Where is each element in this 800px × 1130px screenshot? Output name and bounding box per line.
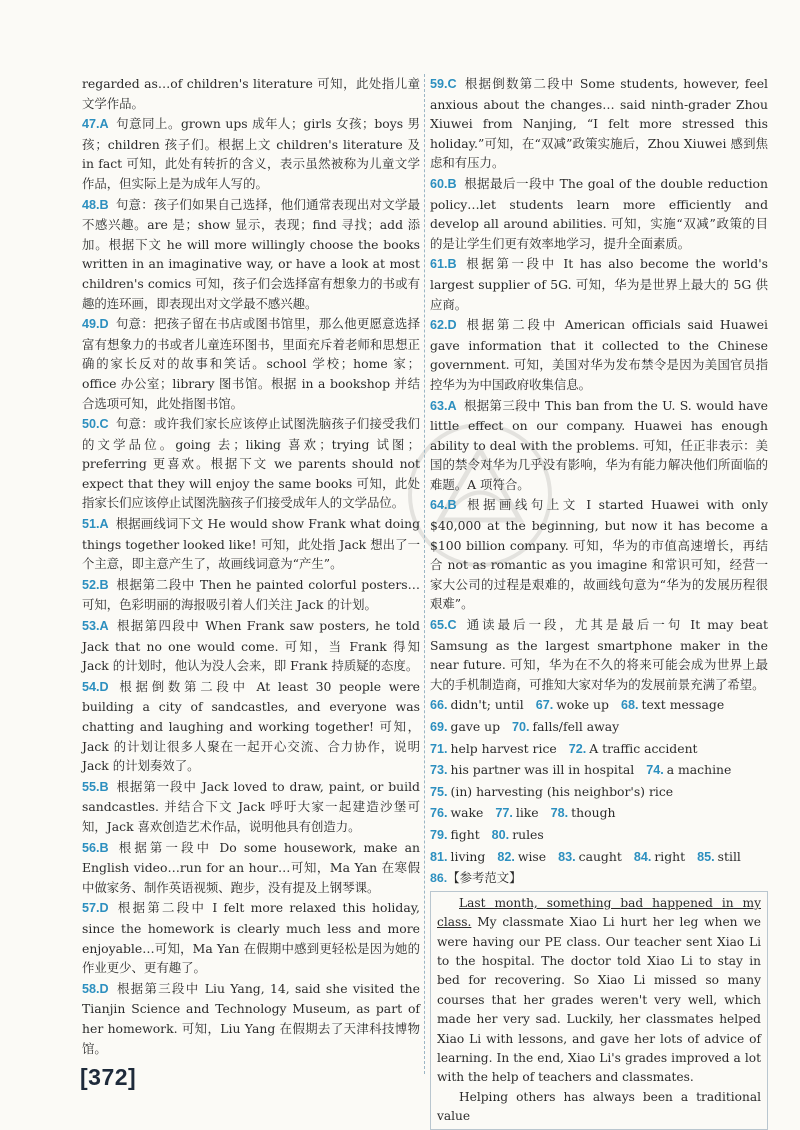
short-answer-number: 68. [620,698,639,713]
short-answer-text: help harvest rice [450,740,557,756]
column-divider [424,74,425,1074]
short-answer-number: 72. [568,741,587,756]
answer-number: 51.A [82,517,109,532]
short-answer-text: though [571,805,616,821]
short-answer-row [430,782,768,803]
essay-paragraph-2: Helping others has always been a traditional value [437,1089,761,1124]
answer-explanation: 根据第一段中 Jack loved to draw, paint, or build sandcastles. 并结合下文 Jack 呼吁大家一起建造沙堡可知，Jack 喜欢创造艺术作品，说明他具有创造力。 [82,778,420,834]
answer-entry [430,495,768,614]
answer-number: 62.D [430,318,457,333]
answer-entry [430,74,768,173]
answer-entry [82,677,420,776]
essay-paragraph-1-rest: My classmate Xiao Li hurt her leg when we were having our PE class. Our teacher sent Xiao Li to the hospital. The doctor told Xiao Li to stay in bed for recovering. So Xiao Li missed so many courses that her grades weren't very well, which made her very sad. Luckily, her classmates helped Xiao Li with lessons, and gave her lots of advice of learning. In the end, Xiao Li's grades improved a lot with the help of teachers and classmates. [437,915,761,1085]
answer-number: 60.B [430,176,457,191]
short-answer-row [430,717,768,738]
answer-entry [82,114,420,193]
short-answer-number: 75. [430,784,448,799]
short-answer-number: 85. [697,849,715,864]
short-answer-text: wise [517,848,547,864]
short-answer-text: woke up [556,697,609,713]
short-answer-text: gave up [450,719,501,734]
answer-entry [82,616,420,676]
answer-entry [82,777,420,837]
short-answer-row [430,739,768,760]
short-answer-number: 73. [430,763,448,778]
answer-explanation: 根据最后一段中 The goal of the double reduction policy…let students learn more efficiently and develop all around abilities. 可知，实施“双减”政策的目的是让学生们更有效率地学习，提升全面素质。 [430,175,768,251]
answer-explanation: 根据倒数第二段中 At least 30 people were building a city of sandcastles, and everyone was chatting and laughing and working together! 可知，Jack 的计划让很多人聚在一起开心交流、合力协作，说明 Jack 的计划奏效了。 [82,678,420,774]
answer-number: 56.B [82,840,109,855]
short-answer-number: 82. [497,849,515,864]
answer-entry [82,575,420,615]
short-answer-number: 83. [558,849,576,864]
essay-heading [430,868,768,889]
answer-entry [430,174,768,253]
answer-entry [82,838,420,898]
short-answer-row [430,847,768,868]
short-answer-number: 78. [550,806,569,821]
answer-number: 53.A [82,619,109,634]
short-answer-number: 71. [430,741,448,756]
answer-number: 63.A [430,398,457,413]
answer-number: 48.B [82,197,109,212]
left-column [82,74,420,1059]
short-answer-text: a machine [666,762,732,778]
answer-number: 55.B [82,779,109,794]
short-answer-text: wake [450,805,484,821]
answer-entry [82,195,420,314]
essay-first-sentence: Last month, something bad happened in my class. [437,895,761,930]
short-answer-number: 67. [535,698,554,713]
answer-explanation: 根据画线句上文 I started Huawei with only $40,000 at the beginning, but now it has become a $100 billion company. 可知，华为的市值高速增长，再结合 not as romantic as you imagine 和常识可知，经营一家大公司的过程是艰难的，故画线句意为“华为的发展历程很艰难”。 [430,497,768,612]
answer-explanation: 句意：或许我们家长应该停止试图洗脑孩子们接受我们的文学品位。going 去；liking 喜欢；trying 试图；preferring 更喜欢。根据下文 we parents should not expect that they will enjoy the same books 可知，此处指家长们应该停止试图洗脑孩子们接受成年人的文学品位。 [82,416,420,511]
answer-explanation: 根据第三段中 Liu Yang, 14, said she visited the Tianjin Science and Technology Museum, as part of her homework. 可知，Liu Yang 在假期去了天津科技博物馆。 [82,980,420,1056]
answer-entry [82,74,420,113]
answer-entry [82,414,420,513]
answer-entry [82,979,420,1058]
answer-number: 58.D [82,981,109,996]
answer-number: 59.C [430,77,457,91]
page-number: [372] [80,1064,137,1090]
essay-paragraph-1 [437,894,761,1088]
short-answer-text: right [654,848,686,864]
short-answer-text: A traffic accident [589,740,698,756]
short-answer-text: his partner was ill in hospital [450,762,635,778]
right-entries [430,74,768,694]
short-answer-number: 79. [430,827,448,842]
short-answer-text: text message [641,697,725,713]
answer-number: 61.B [430,257,457,272]
answer-explanation: 根据第一段中 It has also become the world's largest supplier of 5G. 可知，华为是世界上最大的 5G 供应商。 [430,256,768,312]
right-column [430,74,768,1130]
short-answer-number: 81. [430,849,448,864]
answer-number: 57.D [82,901,109,916]
short-answer-text: didn't; until [450,697,524,713]
short-answer-number: 70. [512,720,530,734]
essay-box [430,891,768,1130]
answer-number: 52.B [82,577,109,592]
essay-heading-label: 【参考范文】 [447,870,522,886]
answer-explanation: 根据第一段中 Do some housework, make an English video…run for an hour…可知，Ma Yan 在寒假中做家务、制作英语视频、跑步，没有提及上钢琴课。 [82,839,420,895]
answer-number: 54.D [82,679,109,694]
answer-explanation: 句意同上。grown ups 成年人；girls 女孩；boys 男孩；children 孩子们。根据上文 children's literature 及 in fact 可知，此处有转折的含义，表示虽然被称为儿童文学作品，但实际上是为成年人写的。 [82,116,420,191]
essay-number: 86. [430,871,448,886]
answer-explanation: 句意：把孩子留在书店或图书馆里，那么他更愿意选择富有想象力的书或者儿童连环图书，里面充斥着老师和思想正确的家长反对的故事和笑话。school 学校；home 家；office 办公室；library 图书馆。根据 in a bookshop 并结合选项可知，此处指图书馆。 [82,316,420,411]
short-answer-number: 80. [491,827,510,842]
answer-explanation: 根据第二段中 Then he painted colorful posters…可知，色彩明丽的海报吸引着人们关注 Jack 的计划。 [82,576,420,613]
answer-explanation: regarded as…of children's literature 可知，此处指儿童文学作品。 [82,76,420,111]
short-answer-number: 76. [430,806,448,821]
answer-explanation: 通读最后一段，尤其是最后一句 It may beat Samsung as the largest smartphone maker in the near future. 可知，华为在不久的将来可能会成为世界上最大的手机制造商，可推知大家对华为的发展前景充满了希望。 [430,617,768,692]
answer-number: 50.C [82,417,109,432]
short-answer-text: living [450,848,486,864]
answer-explanation: 句意：孩子们如果自己选择，他们通常表现出对文学最不感兴趣。are 是；show 显示，表现；find 寻找；add 添加。根据下文 he will more willingly choose the books written in an imaginative way, or have a look at most children's comics 可知，孩子们会选择富有想象力的书或有趣的连环画，即表现出对文学最不感兴趣。 [82,196,420,311]
answer-explanation: 根据第二段中 American officials said Huawei gave information that it collected to the Chinese government. 可知，美国对华为发布禁令是因为美国官员指控华为为中国政府收集信息。 [430,317,768,392]
short-answer-text: fight [450,826,480,842]
short-answer-text: caught [578,848,622,864]
answer-number: 47.A [82,117,109,132]
answer-explanation: 根据倒数第二段中 Some students, however, feel anxious about the changes… said ninth-grader Zhou Xiuwei from Nanjing, “I felt more stressed this holiday.”可知，在“双减”政策实施后，Zhou Xiuwei 感到焦虑和有压力。 [430,76,768,171]
answer-entry [430,396,768,495]
short-answer-row [430,803,768,824]
short-answer-number: 74. [646,763,664,778]
answer-number: 49.D [82,317,109,332]
answer-number: 65.C [430,618,457,633]
short-answer-number: 66. [430,698,448,713]
short-answer-text: still [717,848,741,864]
short-answers [430,695,768,867]
short-answer-number: 84. [633,849,652,864]
answer-explanation: 根据画线词下文 He would show Frank what doing things together looked like! 可知，此处指 Jack 想出了一个主意，即主意产生了，故画线词意为“产生”。 [82,516,420,572]
short-answer-text: rules [512,826,544,842]
short-answer-number: 77. [495,806,513,821]
short-answer-row [430,825,768,846]
answer-explanation: 根据第二段中 I felt more relaxed this holiday, since the homework is clearly much less and more enjoyable…可知，Ma Yan 在假期中感到更轻松是因为她的作业更少、更有趣了。 [82,900,420,976]
answer-entry [430,615,768,694]
answer-entry [82,314,420,413]
answer-explanation: 根据第三段中 This ban from the U. S. would have little effect on our company. Huawei has enough ability to deal with the problems. 可知，任正非表示：美国的禁令对华为几乎没有影响，华为有能力解决他们所面临的难题。A 项符合。 [430,397,768,492]
answer-entry [430,315,768,394]
short-answer-text: like [515,805,539,821]
answer-entry [430,254,768,314]
short-answer-number: 69. [430,720,448,734]
answer-explanation: 根据第四段中 When Frank saw posters, he told Jack that no one would come. 可知，当 Frank 得知 Jack 的计划时，他认为没人会来，即 Frank 持质疑的态度。 [82,618,420,674]
short-answer-row [430,695,768,716]
answer-number: 64.B [430,498,457,513]
short-answer-text: falls/fell away [532,719,620,734]
answer-entry [82,514,420,574]
short-answer-text: (in) harvesting (his neighbor's) rice [450,783,674,799]
answer-entry [82,898,420,977]
short-answer-row [430,760,768,781]
